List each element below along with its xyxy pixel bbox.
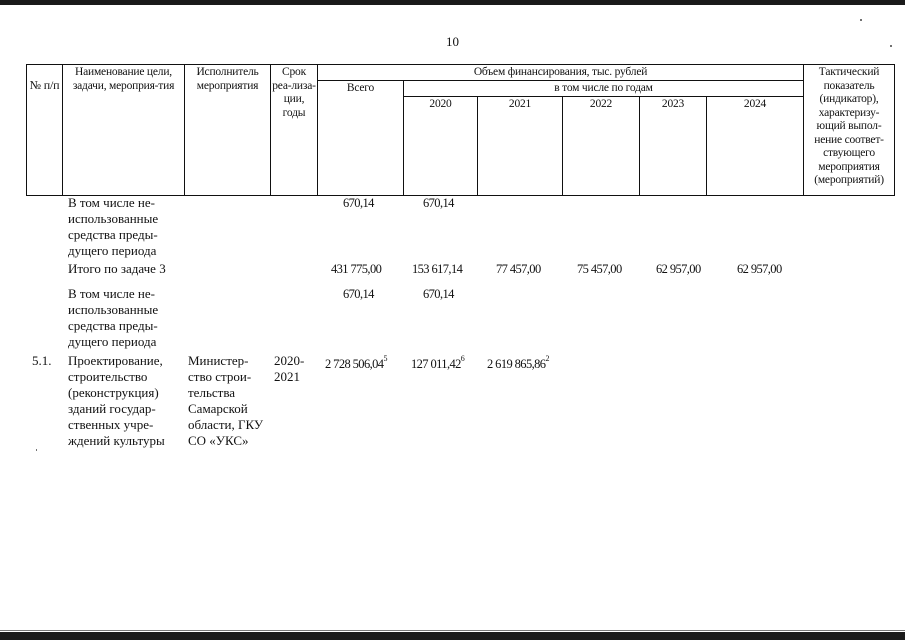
row-label: Итого по задаче 3 [68,261,166,276]
row-2022: 75 457,00 [577,262,622,276]
row-total: 670,14 [343,196,374,210]
row-2024: 62 957,00 [737,262,782,276]
row-2021: 77 457,00 [496,262,541,276]
header-year-2021: 2021 [478,96,563,195]
scan-bottom-border [0,632,905,640]
table-header [26,64,895,196]
row-2020: 127 011,42$^6$ [411,354,465,372]
row-2021: 2 619 865,86$^2$ [487,354,549,372]
scan-speck [890,45,892,47]
row-label: В том числе не-использованные средства преды-дущего периода [68,195,159,258]
scan-top-border [0,0,905,5]
header-total: Всего [318,81,404,196]
row-total: 670,14 [343,287,374,301]
header-funding: Объем финансирования, тыс. рублей [318,65,804,81]
header-by-years: в том числе по годам [404,81,804,97]
header-year-2022: 2022 [563,96,640,195]
row-2023: 62 957,00 [656,262,701,276]
row-label: В том числе не-использованные средства преды-дущего периода [68,286,159,349]
row-label: Проектирование, строительство (реконструкция) зданий государ-ственных учре-ждений культуры [68,353,165,448]
row-number: 5.1. [32,353,52,368]
header-num: № п/п [27,65,63,196]
header-year-2020: 2020 [404,96,478,195]
row-2020: 153 617,14 [412,262,463,276]
header-name: Наименование цели, задачи, мероприя-тия [63,65,185,196]
header-year-2024: 2024 [707,96,804,195]
page-number: 10 [446,34,459,49]
scan-speck [860,19,862,21]
row-total: 431 775,00 [331,262,382,276]
row-2020: 670,14 [423,196,454,210]
header-indicator: Тактический показатель (индикатор), характеризу-ющий выпол-нение соответ-ствующего мероприятия (мероприятий) [804,65,895,196]
header-term: Срок реа-лиза-ции, годы [271,65,318,196]
scan-speck [36,449,37,451]
row-total: 2 728 506,04$^5$ [325,354,387,372]
row-executor: Министер-ство строи-тельства Самарской области, ГКУ СО «УКС» [188,353,264,448]
row-2020: 670,14 [423,287,454,301]
header-year-2023: 2023 [640,96,707,195]
header-executor: Исполнитель мероприятия [185,65,271,196]
row-term: 2020-2021 [274,353,305,384]
